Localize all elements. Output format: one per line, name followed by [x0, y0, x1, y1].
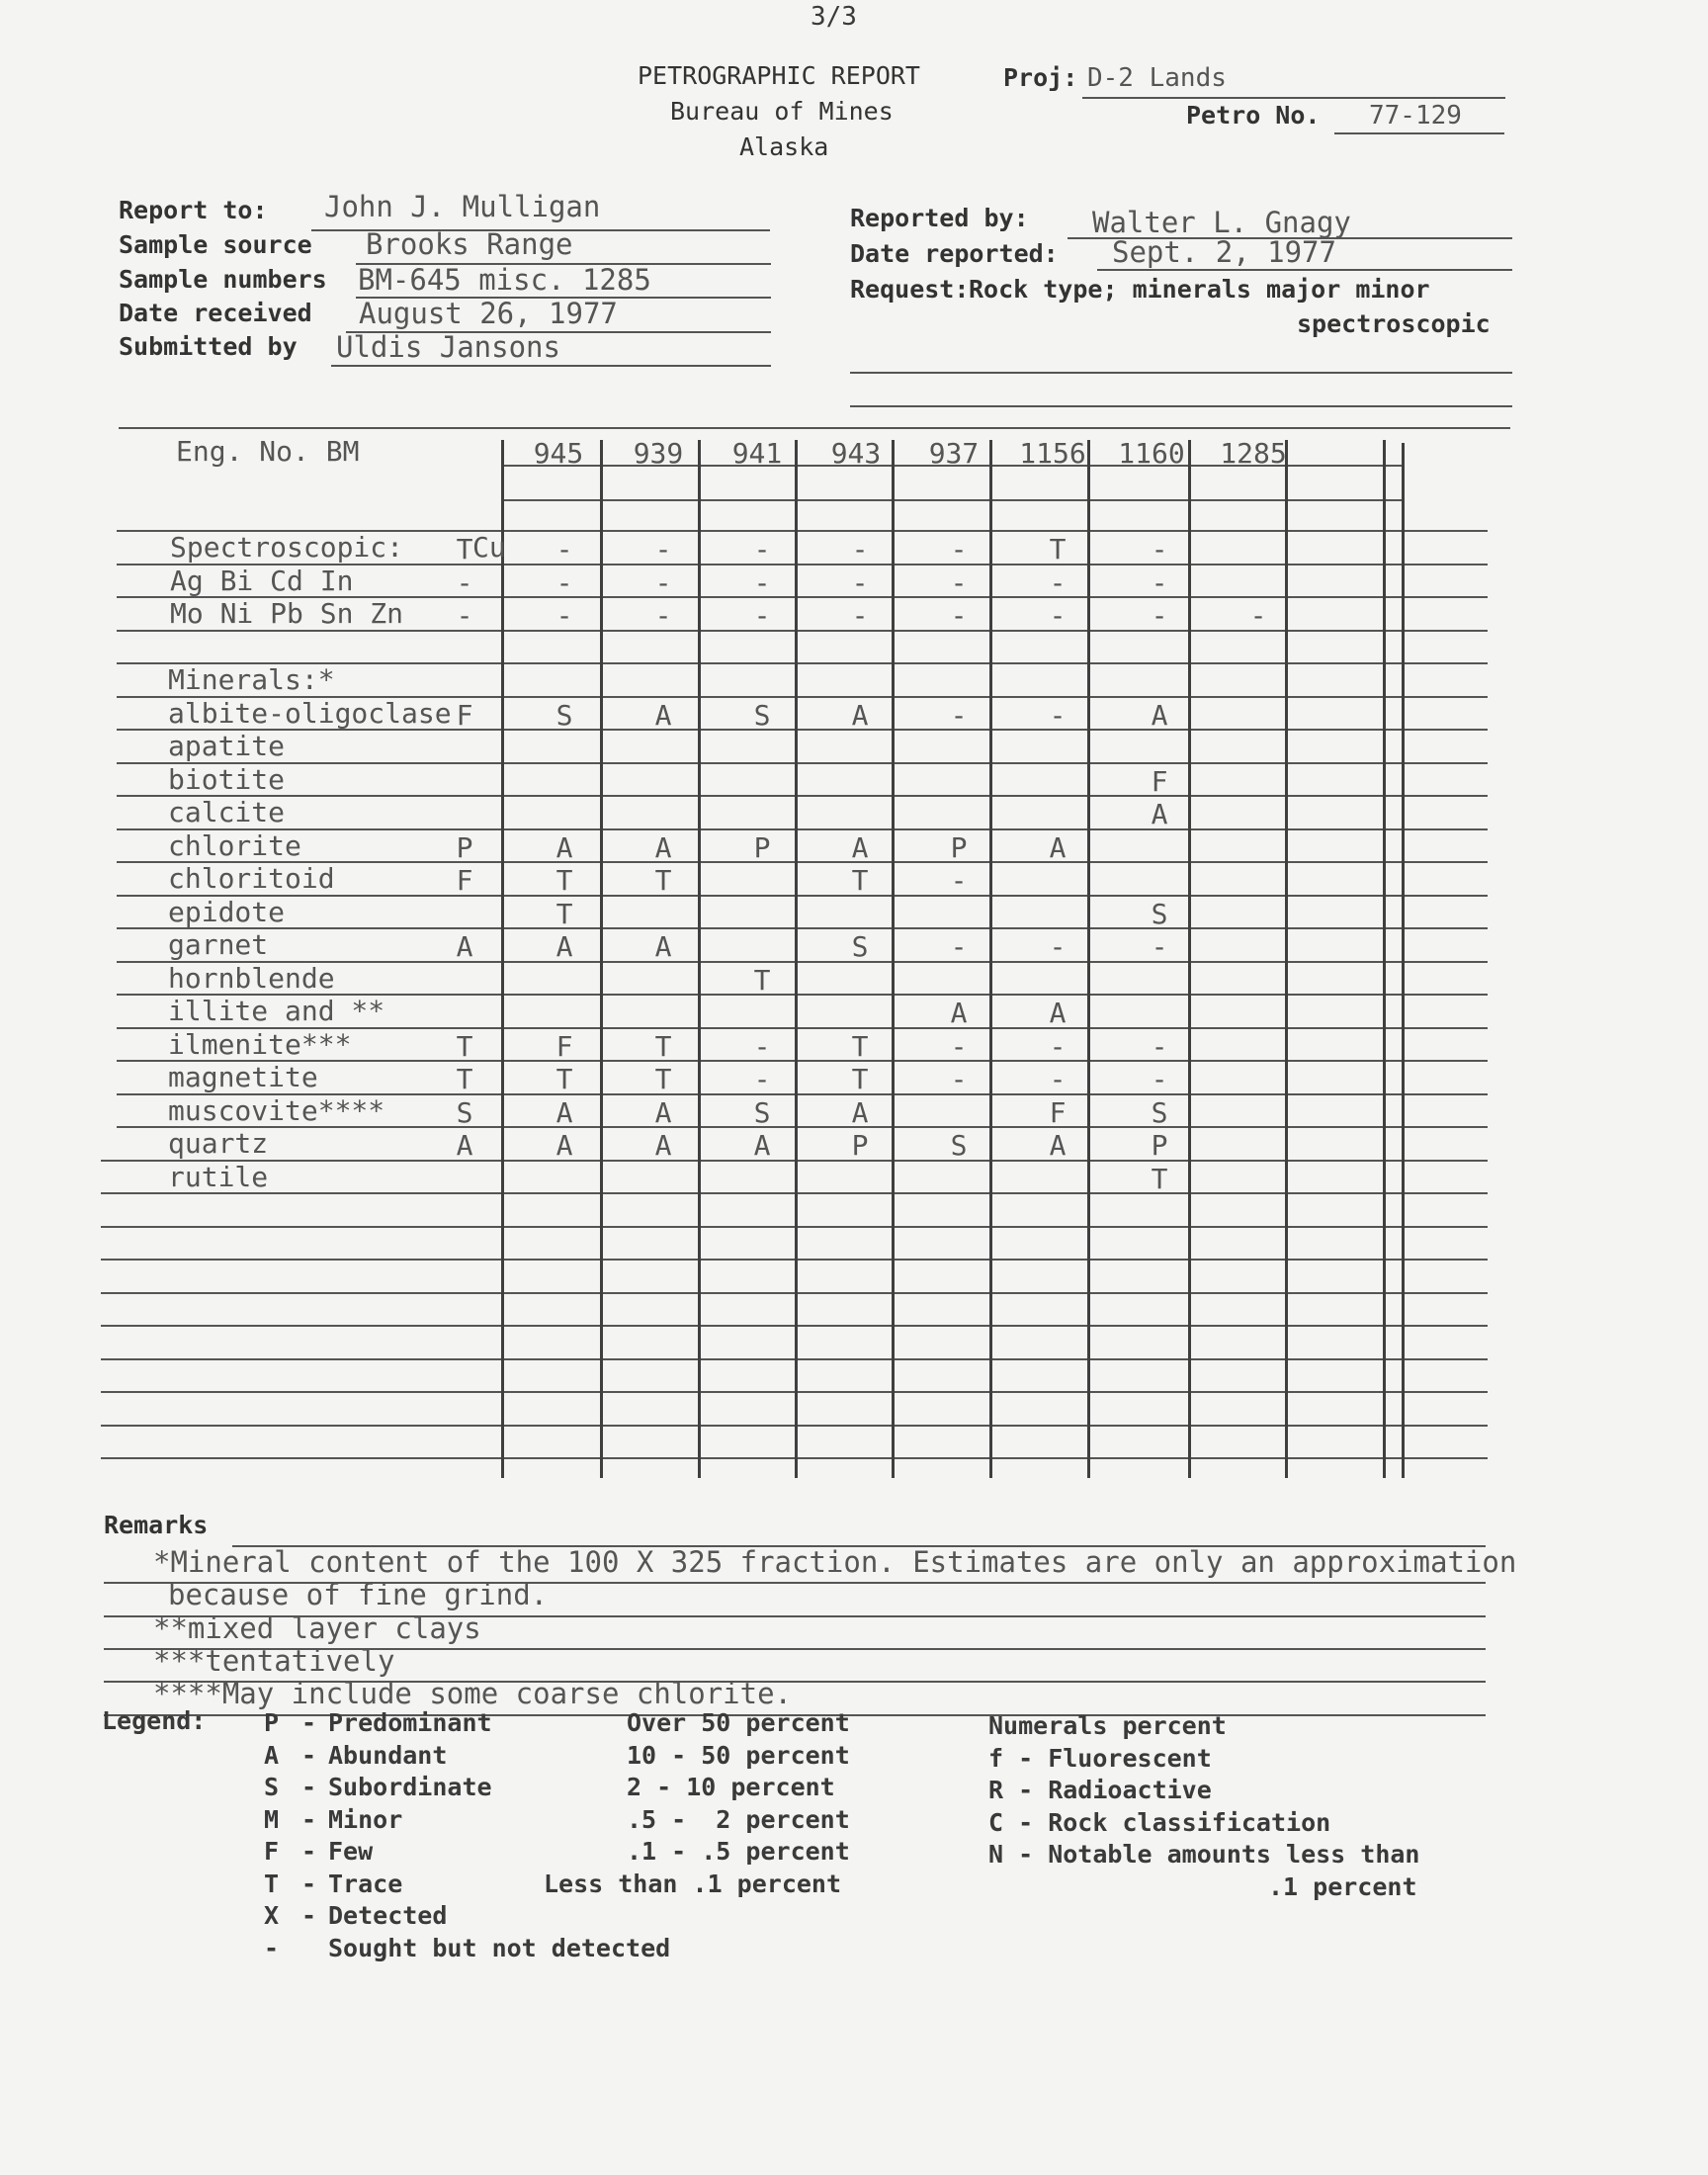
row-label: illite and ** [168, 995, 385, 1027]
table-cell: A [654, 698, 672, 732]
table-cell: - [950, 1029, 968, 1063]
legend-code: S [264, 1773, 280, 1801]
table-cell: - [1151, 1029, 1168, 1063]
row-label: apatite [168, 730, 286, 762]
table-cell: P [950, 830, 968, 864]
sample-numbers-label: Sample numbers [119, 265, 327, 294]
legend-range: 10 - 50 percent [627, 1740, 850, 1770]
report-title: PETROGRAPHIC REPORT [638, 61, 920, 90]
petro-label: Petro No. [1186, 101, 1321, 130]
legend-code: T [264, 1869, 280, 1898]
table-cell: - [456, 566, 473, 599]
legend-code: F [264, 1837, 280, 1866]
column-header: 1156 [1019, 437, 1086, 470]
table-cell: T [654, 864, 672, 897]
row-label: chlorite [168, 828, 301, 862]
column-header: 939 [633, 437, 684, 470]
table-cell: - [555, 599, 573, 632]
table-cell: A [456, 1129, 473, 1162]
table-cell: - [753, 599, 771, 632]
table-cell: T [555, 864, 573, 897]
table-cell: T [456, 1029, 473, 1063]
table-cell: - [950, 566, 968, 599]
table-cell: - [1249, 599, 1267, 632]
table-cell: T [456, 1063, 473, 1095]
table-cell: T [654, 1029, 672, 1063]
legend-right-item: N - Notable amounts less than [988, 1840, 1420, 1869]
legend-dash: - [301, 1804, 317, 1834]
table-cell: - [851, 599, 869, 632]
table-cell: A [1049, 997, 1067, 1029]
table-cell: - [950, 533, 968, 566]
table-cell: - [1151, 599, 1168, 632]
report-region: Alaska [739, 132, 829, 161]
table-cell: F [456, 698, 473, 732]
table-cell: S [753, 1095, 771, 1129]
date-reported-label: Date reported: [850, 239, 1059, 268]
table-cell: - [753, 1063, 771, 1095]
table-cell: - [555, 566, 573, 599]
table-cell: A [1049, 1129, 1067, 1162]
legend-right-item: C - Rock classification [988, 1807, 1331, 1837]
table-cell: F [1151, 764, 1168, 798]
legend-right-item: Numerals percent [988, 1711, 1227, 1740]
table-cell: - [851, 566, 869, 599]
row-label: hornblende [168, 961, 335, 995]
table-cell: A [851, 698, 869, 732]
table-cell: A [1049, 830, 1067, 864]
table-cell: T [851, 864, 869, 897]
table-cell: - [555, 533, 573, 566]
report-to-label: Report to: [119, 196, 268, 224]
remarks-label: Remarks [104, 1511, 209, 1539]
table-cell: A [456, 930, 473, 963]
table-cell: T [456, 533, 473, 566]
row-label: Minerals:* [168, 663, 335, 696]
table-cell: A [654, 1129, 672, 1162]
row-label: muscovite**** [168, 1093, 385, 1127]
column-header: 943 [830, 437, 882, 470]
row-label: Ag Bi Cd In [170, 564, 354, 597]
table-cell: A [555, 1129, 573, 1162]
table-cell: - [1049, 930, 1067, 963]
table-cell: T [555, 897, 573, 930]
report-org: Bureau of Mines [670, 97, 894, 126]
submitted-by-value: Uldis Jansons [336, 330, 560, 364]
table-cell: S [555, 698, 573, 732]
date-received-value: August 26, 1977 [359, 297, 618, 330]
proj-value: D-2 Lands [1087, 63, 1227, 93]
row-label: calcite [168, 796, 286, 828]
table-cell: A [555, 930, 573, 963]
submitted-by-label: Submitted by [119, 332, 298, 361]
table-cell: - [654, 599, 672, 632]
report-to-value: John J. Mulligan [324, 190, 601, 223]
table-cell: T [1049, 533, 1067, 566]
row-label: ilmenite*** [168, 1027, 352, 1061]
table-cell: - [851, 533, 869, 566]
remark-line-3: **mixed layer clays [153, 1611, 481, 1645]
row-label: magnetite [168, 1061, 318, 1093]
row-label: garnet [168, 928, 269, 961]
table-cell: - [1049, 566, 1067, 599]
table-cell: S [456, 1095, 473, 1129]
legend-right-item: .1 percent [1268, 1871, 1417, 1901]
legend-desc: Trace [328, 1869, 403, 1898]
date-received-label: Date received [119, 299, 312, 327]
row-label: rutile [168, 1160, 269, 1193]
request-label: Request: [850, 275, 970, 304]
remark-line-1: *Mineral content of the 100 X 325 fraction. Estimates are only an approximation [153, 1545, 1517, 1579]
row-label: biotite [168, 762, 286, 796]
table-cell: T [851, 1063, 869, 1095]
row-label: Mo Ni Pb Sn Zn [170, 597, 404, 630]
legend-range: .1 - .5 percent [627, 1837, 850, 1866]
column-header: 941 [731, 437, 783, 470]
legend-dash: - [301, 1708, 317, 1737]
remark-line-2: because of fine grind. [168, 1578, 549, 1611]
table-cell: P [456, 830, 473, 864]
row-label: albite-oligoclase [168, 696, 452, 730]
table-cell: - [950, 864, 968, 897]
legend-code: X [264, 1901, 280, 1930]
row-label: quartz [168, 1127, 269, 1160]
table-cell: A [654, 1095, 672, 1129]
remark-line-5: ****May include some coarse chlorite. [153, 1677, 793, 1710]
table-cell: S [1151, 897, 1168, 930]
request-value-2: spectroscopic [1297, 309, 1491, 338]
table-cell: - [1151, 930, 1168, 963]
table-cell: A [654, 930, 672, 963]
table-cell: - [654, 566, 672, 599]
table-cell: - [950, 1063, 968, 1095]
table-cell: S [1151, 1095, 1168, 1129]
row-label: epidote [168, 895, 286, 928]
table-cell: - [456, 599, 473, 632]
table-cell: A [851, 1095, 869, 1129]
table-cell: T [654, 1063, 672, 1095]
table-cell: - [1151, 533, 1168, 566]
table-cell: - [1049, 599, 1067, 632]
table-cell: - [1049, 1029, 1067, 1063]
column-header: 1160 [1118, 437, 1185, 470]
legend-desc: Minor [328, 1804, 403, 1834]
legend-dash: - [301, 1740, 317, 1770]
legend-desc: Subordinate [328, 1773, 492, 1801]
table-cell: - [1151, 566, 1168, 599]
table-cell: - [1049, 1063, 1067, 1095]
legend-desc: Few [328, 1837, 374, 1866]
legend-code: M [264, 1804, 280, 1834]
table-cell: P [1151, 1129, 1168, 1162]
table-cell: T [1151, 1162, 1168, 1195]
petro-value: 77-129 [1369, 101, 1462, 130]
legend-range: Over 50 percent [627, 1708, 850, 1737]
table-cell: A [950, 997, 968, 1029]
sample-numbers-value: BM-645 misc. 1285 [358, 263, 651, 297]
legend-dash: - [301, 1837, 317, 1866]
legend-desc: Abundant [328, 1740, 448, 1770]
legend-dash: - [301, 1869, 317, 1898]
table-cell: F [456, 864, 473, 897]
table-cell: - [753, 1029, 771, 1063]
column-header: 937 [928, 437, 980, 470]
legend-right-item: R - Radioactive [988, 1776, 1212, 1804]
table-cell: S [753, 698, 771, 732]
table-cell: A [654, 830, 672, 864]
row-label: chloritoid [168, 862, 335, 895]
reported-by-value: Walter L. Gnagy [1092, 206, 1351, 239]
table-cell: - [1151, 1063, 1168, 1095]
table-cell: P [753, 830, 771, 864]
table-cell: P [851, 1129, 869, 1162]
table-cell: A [555, 830, 573, 864]
table-cell: T [851, 1029, 869, 1063]
table-cell: S [950, 1129, 968, 1162]
date-reported-value: Sept. 2, 1977 [1112, 235, 1336, 269]
legend-code: - [264, 1933, 280, 1962]
table-cell: F [1049, 1095, 1067, 1129]
eng-no-label: Eng. No. BM [176, 435, 360, 468]
column-header: 945 [533, 437, 584, 470]
legend-desc: Detected [328, 1901, 448, 1930]
proj-label: Proj: [1003, 63, 1078, 92]
table-cell: F [555, 1029, 573, 1063]
table-cell: T [753, 963, 771, 997]
legend-range: .5 - 2 percent [627, 1804, 850, 1834]
legend-dash: - [301, 1773, 317, 1801]
table-cell: - [753, 533, 771, 566]
table-cell: A [555, 1095, 573, 1129]
table-cell: - [654, 533, 672, 566]
reported-by-label: Reported by: [850, 204, 1029, 232]
remark-line-4: ***tentatively [153, 1644, 395, 1678]
legend-desc: Predominant [328, 1708, 492, 1737]
row-sublabel: Cu [472, 531, 506, 564]
legend-code: P [264, 1708, 280, 1737]
table-cell: T [555, 1063, 573, 1095]
request-value: Rock type; minerals major minor [969, 275, 1430, 304]
legend-code: A [264, 1740, 280, 1770]
table-cell: - [950, 930, 968, 963]
legend-range: 2 - 10 percent [627, 1773, 835, 1801]
table-cell: - [753, 566, 771, 599]
legend-desc: Sought but not detected [328, 1933, 671, 1962]
sample-source-value: Brooks Range [366, 227, 573, 261]
legend-right-item: f - Fluorescent [988, 1743, 1212, 1773]
legend-dash: - [301, 1901, 317, 1930]
sample-source-label: Sample source [119, 230, 312, 259]
column-header: 1285 [1220, 437, 1287, 470]
table-cell: - [1049, 698, 1067, 732]
legend-label: Legend: [102, 1706, 207, 1735]
table-cell: A [851, 830, 869, 864]
table-cell: - [950, 698, 968, 732]
table-cell: A [1151, 798, 1168, 830]
table-cell: A [753, 1129, 771, 1162]
table-cell: A [1151, 698, 1168, 732]
legend-range: Less than .1 percent [544, 1869, 842, 1898]
table-cell: - [950, 599, 968, 632]
page-number: 3/3 [811, 2, 857, 32]
table-cell: S [851, 930, 869, 963]
row-label: Spectroscopic: [170, 531, 404, 564]
